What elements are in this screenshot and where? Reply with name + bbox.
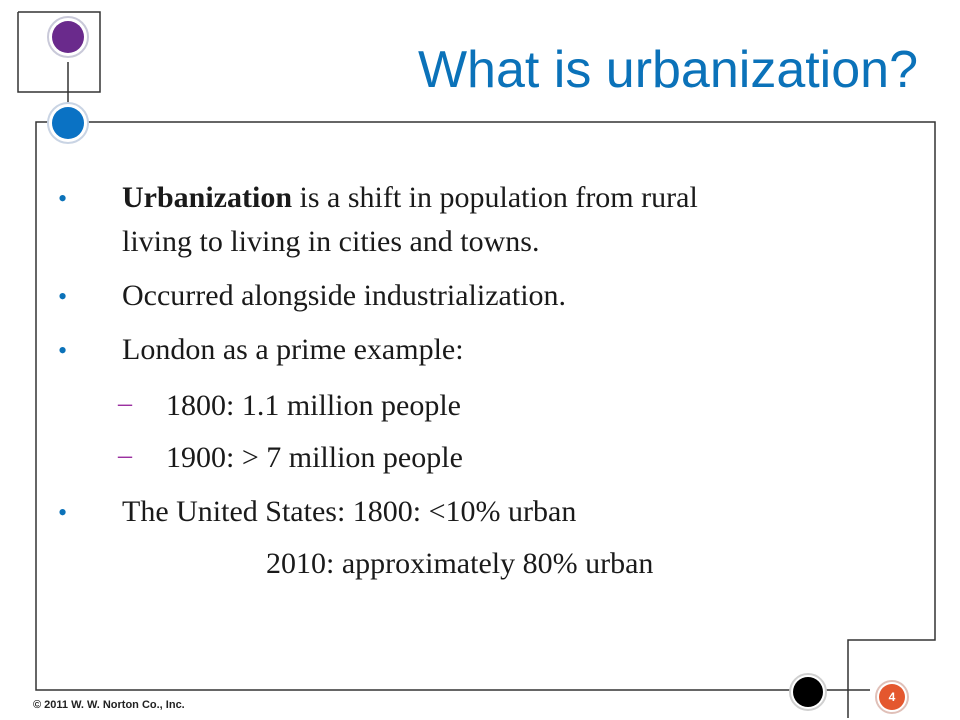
sub-bullet-marker: – (118, 388, 132, 419)
sub-bullet-marker: – (118, 440, 132, 471)
bullet-4-continuation: 2010: approximately 80% urban (266, 547, 654, 580)
sub-bullet-2-text: 1900: > 7 million people (166, 441, 463, 474)
bullet-marker: • (58, 282, 68, 311)
slide-title: What is urbanization? (417, 41, 918, 99)
bullet-1-line-1 (122, 180, 698, 216)
bullet-marker: • (58, 498, 68, 527)
bullet-2-text: Occurred alongside industrialization. (122, 279, 567, 312)
bullet-1-text: is a shift in population from rural (292, 181, 698, 214)
bullet-4-text: The United States: 1800: <10% urban (122, 495, 577, 528)
copyright-notice: © 2011 W. W. Norton Co., Inc. (33, 699, 185, 711)
bullet-1-term: Urbanization (122, 181, 293, 214)
bullet-1-line-2: living to living in cities and towns. (122, 225, 540, 258)
bullet-marker: • (58, 336, 68, 365)
page-number: 4 (888, 690, 896, 704)
sub-bullet-1-text: 1800: 1.1 million people (166, 389, 461, 422)
bullet-marker: • (58, 184, 68, 213)
bullet-3-text: London as a prime example: (122, 333, 464, 366)
